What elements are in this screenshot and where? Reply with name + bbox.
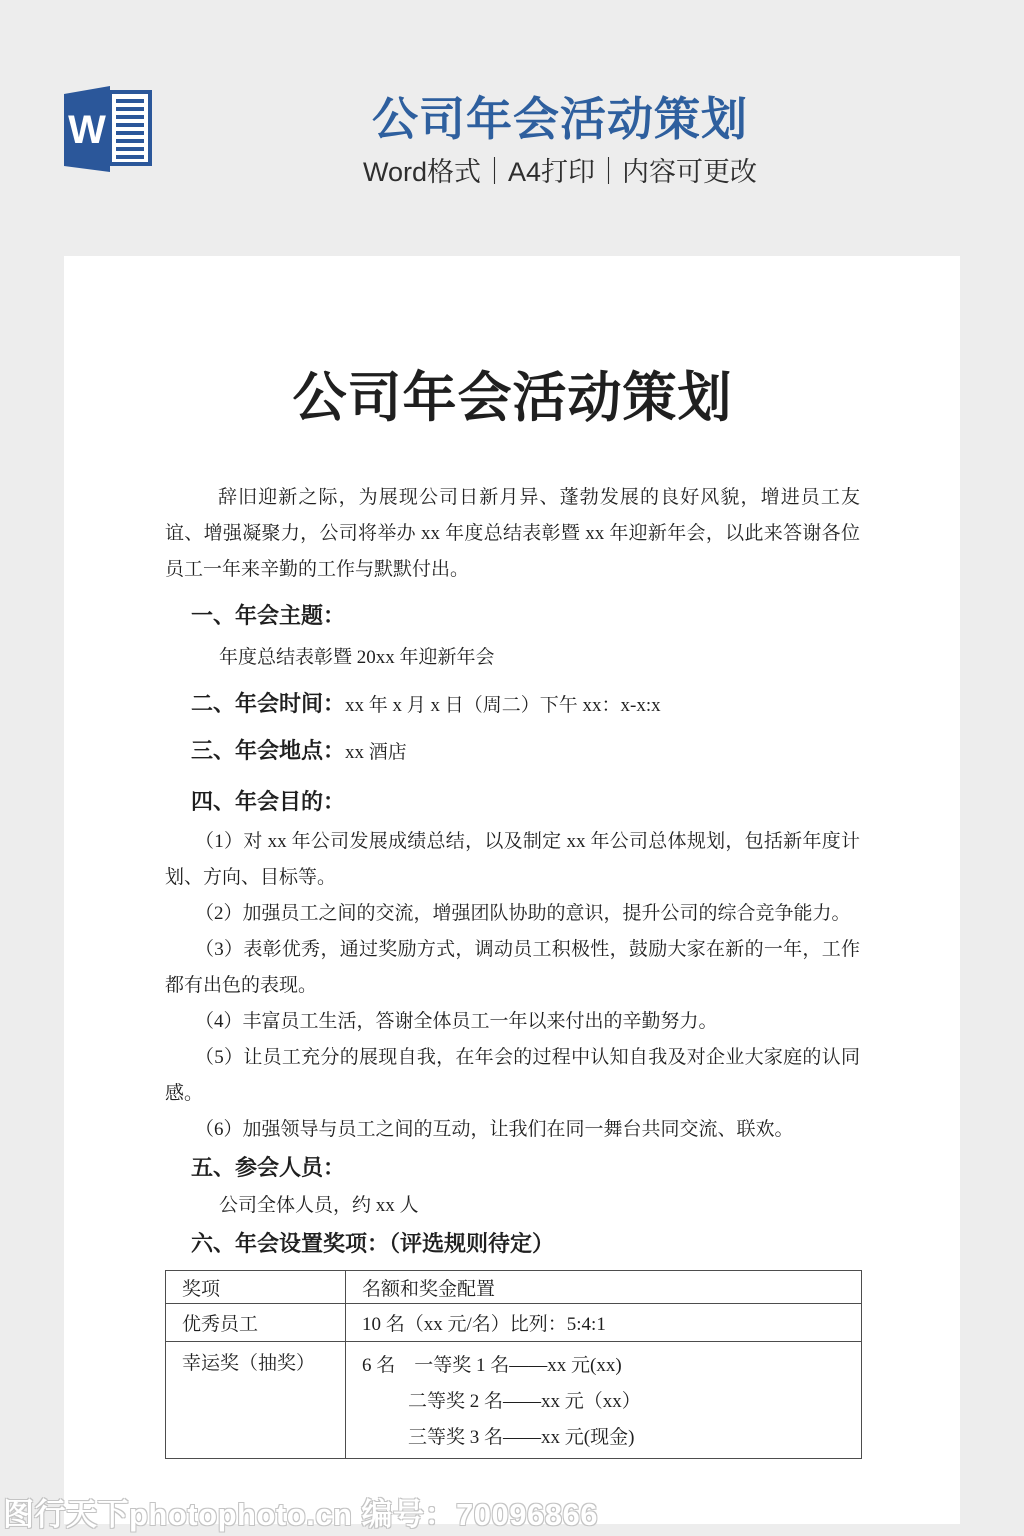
- section-3-value: xx 酒店: [345, 742, 407, 763]
- awards-table: [165, 1270, 862, 1459]
- document-page: [64, 256, 960, 1524]
- section-3-line: [165, 733, 860, 772]
- purpose-item-6: （6）加强领导与员工之间的互动，让我们在同一舞台共同交流、联欢。: [195, 1119, 794, 1140]
- word-icon-letter: W: [68, 108, 106, 152]
- lucky-prize-line-3: 三等奖 3 名——xx 元(现金): [408, 1427, 635, 1448]
- intro-paragraph: 辞旧迎新之际，为展现公司日新月异、蓬勃发展的良好风貌，增进员工友谊、增强凝聚力，公司将举办 xx 年度总结表彰暨 xx 年迎新年会，以此来答谢各位员工一年来辛勤的工作与默默付出。: [165, 487, 860, 580]
- section-6-heading: 六、年会设置奖项：（评选规则待定）: [191, 1231, 555, 1256]
- site-watermark: 图行天下photophoto.cn 编号：70096866: [3, 1497, 598, 1532]
- banner-text: [130, 0, 990, 188]
- purpose-list: [165, 824, 860, 1148]
- lucky-prize-line-1: 6 名 一等奖 1 名——xx 元(xx): [362, 1355, 622, 1376]
- section-5-heading: 五、参会人员：: [191, 1155, 346, 1180]
- banner-title: 公司年会活动策划: [372, 93, 748, 145]
- award-config-lucky: [346, 1342, 862, 1459]
- awards-row-excellent: [166, 1304, 862, 1342]
- section-1-body: 年度总结表彰暨 20xx 年迎新年会: [219, 647, 495, 668]
- awards-header-award: 奖项: [166, 1271, 346, 1304]
- awards-row-lucky: [166, 1342, 862, 1459]
- section-2-line: [165, 686, 860, 725]
- purpose-item-2: （2）加强员工之间的交流，增强团队协助的意识，提升公司的综合竞争能力。: [195, 903, 851, 924]
- award-name-lucky: 幸运奖（抽奖）: [166, 1342, 346, 1459]
- purpose-item-1: （1）对 xx 年公司发展成绩总结，以及制定 xx 年公司总体规划，包括新年度计划、方向、目标等。: [165, 831, 860, 888]
- section-2-heading: 二、年会时间：: [191, 691, 346, 716]
- document-content: [64, 358, 960, 1459]
- award-config-excellent: 10 名（xx 元/名）比列：5:4:1: [346, 1304, 862, 1342]
- section-2-value: xx 年 x 月 x 日（周二）下午 xx：x-x:x: [345, 695, 661, 716]
- document-title: 公司年会活动策划: [292, 368, 733, 428]
- banner-subtitle: Word格式｜A4打印｜内容可更改: [362, 157, 758, 187]
- section-1-heading: 一、年会主题：: [191, 603, 346, 628]
- purpose-item-3: （3）表彰优秀，通过奖励方式，调动员工积极性，鼓励大家在新的一年，工作都有出色的表现。: [165, 939, 860, 996]
- lucky-prize-line-2: 二等奖 2 名——xx 元（xx）: [408, 1391, 641, 1412]
- section-4-heading: 四、年会目的：: [191, 789, 346, 814]
- purpose-item-4: （4）丰富员工生活，答谢全体员工一年以来付出的辛勤努力。: [195, 1011, 718, 1032]
- awards-table-header-row: [166, 1271, 862, 1304]
- award-name-excellent: 优秀员工: [166, 1304, 346, 1342]
- purpose-item-5: （5）让员工充分的展现自我，在年会的过程中认知自我及对企业大家庭的认同感。: [165, 1047, 860, 1104]
- section-3-heading: 三、年会地点：: [191, 738, 346, 763]
- section-5-body: 公司全体人员，约 xx 人: [219, 1195, 419, 1216]
- template-banner: [0, 0, 1024, 256]
- awards-header-config: 名额和奖金配置: [346, 1271, 862, 1304]
